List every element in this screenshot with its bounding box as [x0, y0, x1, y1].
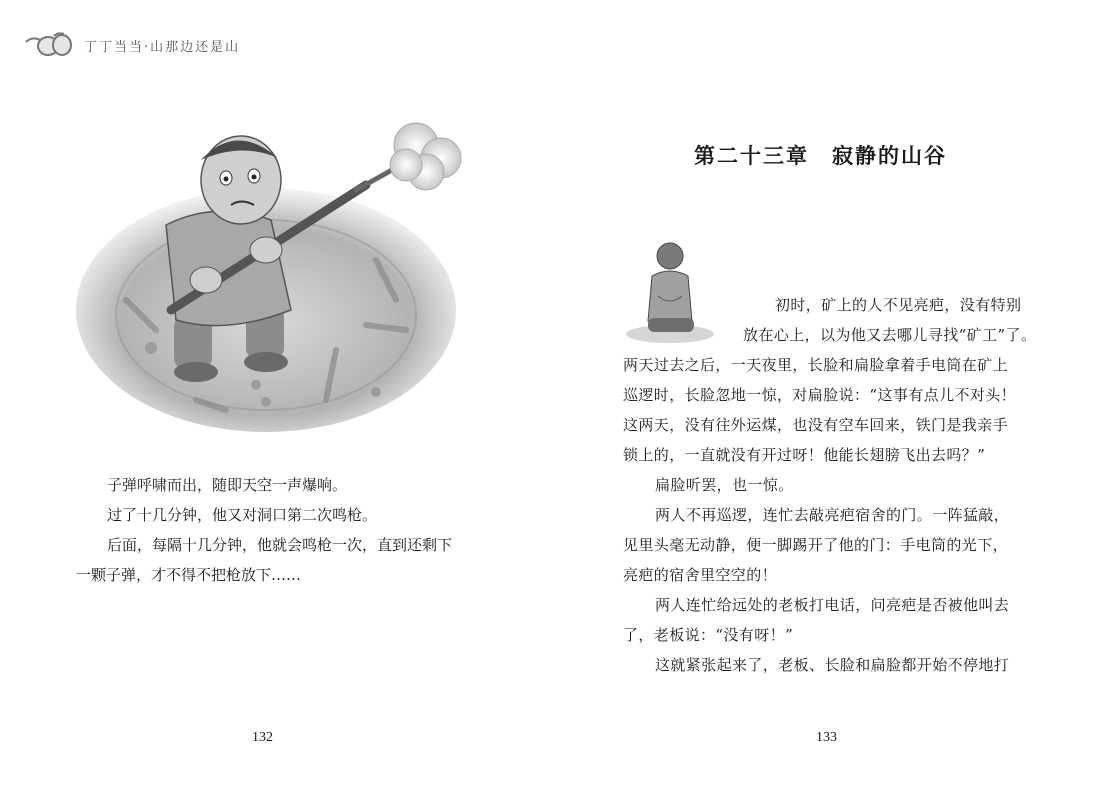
paragraph-continuation: 一颗子弹，才不得不把枪放下……: [76, 566, 302, 584]
paragraph: 两人连忙给远处的老板打电话，问亮疤是否被他叫去: [655, 596, 1010, 614]
paragraph-continuation: 放在心上，以为他又去哪儿寻找“矿工”了。: [743, 326, 1037, 344]
pit-soldier-illustration: [66, 110, 476, 440]
series-title: 丁丁当当·山那边还是山: [84, 39, 241, 55]
chapter-title: 第二十三章 寂静的山谷: [694, 143, 947, 168]
paragraph-continuation: 巡逻时，长脸忽地一惊，对扁脸说：“这事有点儿不对头！: [623, 386, 1017, 404]
page-number-left: 132: [252, 730, 273, 745]
paragraph-continuation: 这两天，没有往外运煤，也没有空车回来，铁门是我亲手: [623, 416, 1009, 434]
paragraph-continuation: 亮疤的宿舍里空空的！: [623, 566, 778, 584]
right-page-body: [623, 290, 1037, 680]
page-number-right: 133: [816, 730, 837, 745]
paragraph-continuation: 了，老板说：“没有呀！”: [623, 626, 794, 644]
paragraph: 子弹呼啸而出，随即天空一声爆响。: [107, 476, 348, 494]
paragraph-continuation: 见里头毫无动静，便一脚踢开了他的门：手电筒的光下，: [623, 536, 1009, 554]
left-page-body: [76, 470, 496, 590]
paragraph: 这就紧张起来了，老板、长脸和扁脸都开始不停地打: [655, 656, 1010, 674]
paragraph: 过了十几分钟，他又对洞口第二次鸣枪。: [107, 506, 378, 524]
gourd-logo-icon: [24, 30, 76, 60]
paragraph: 两人不再巡逻，连忙去敲亮疤宿舍的门。一阵猛敲，: [655, 506, 1010, 524]
paragraph: 后面，每隔十几分钟，他就会鸣枪一次，直到还剩下: [107, 536, 453, 554]
book-header: [24, 30, 240, 60]
paragraph-continuation: 两天过去之后，一天夜里，长脸和扁脸拿着手电筒在矿上: [623, 356, 1009, 374]
paragraph: 扁脸听罢，也一惊。: [655, 476, 794, 494]
paragraph: 初时，矿上的人不见亮疤，没有特别: [775, 296, 1022, 314]
paragraph-continuation: 锁上的，一直就没有开过呀！他能长翅膀飞出去吗？”: [623, 446, 986, 464]
